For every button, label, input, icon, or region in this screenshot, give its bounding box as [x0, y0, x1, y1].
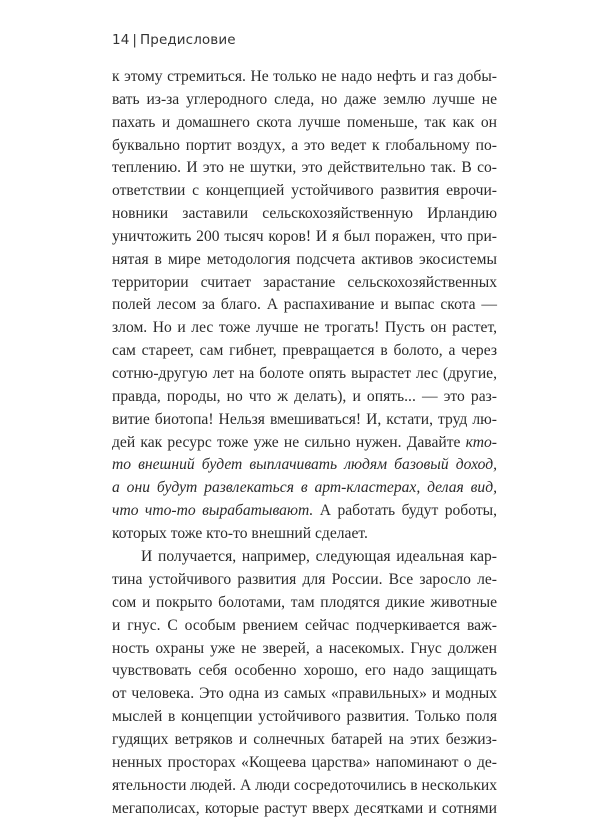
text-line: правда, породы, но что ж делать), и опять... — это раз- [112, 386, 497, 409]
text-line: ненных просторах «Кощеева царства» напоминают о де- [112, 752, 497, 775]
text-line: тина устойчивого развития для России. Все заросло ле- [112, 569, 497, 592]
text-line: ятельности людей. А люди сосредоточились в нескольких [112, 775, 497, 798]
section-title: Предисловие [140, 32, 236, 48]
text-run: А работать будут роботы, [313, 502, 497, 519]
text-line-mixed [112, 500, 497, 523]
text-line-italic [112, 477, 497, 500]
text-line: витие биотопа! Нельзя вмешиваться! И, кстати, труд лю- [112, 409, 497, 432]
page-number: 14 [112, 32, 129, 48]
text-line: гудящих ветряков и солнечных батарей на этих безжиз- [112, 729, 497, 752]
text-line: мыслей в концепции устойчивого развития. Только поля [112, 706, 497, 729]
text-line: сом и покрыто болотами, там плодятся дикие животные [112, 592, 497, 615]
text-line: вать из-за углеродного следа, но даже землю лучше не [112, 89, 497, 112]
text-line: злом. Но и лес тоже лучше не трогать! Пусть он растет, [112, 317, 497, 340]
italic-run: кто- [466, 434, 497, 451]
body-text [112, 66, 497, 820]
italic-run: то внешний будет выплачивать людям базовый доход, [112, 456, 497, 473]
text-line: сам стареет, сам гибнет, превращается в болото, а через [112, 340, 497, 363]
text-line: к этому стремиться. Не только не надо нефть и газ добы- [112, 66, 497, 89]
text-line: сотню-другую лет на болоте опять вырастет лес (другие, [112, 363, 497, 386]
text-line: территории считает зарастание сельскохозяйственных [112, 272, 497, 295]
text-run: дей как ресурс тоже уже не сильно нужен. Давайте [112, 434, 466, 451]
text-line-mixed [112, 432, 497, 455]
text-line: и гнус. С особым рвением сейчас подчеркивается важ- [112, 615, 497, 638]
italic-run: что что-то вырабатывают. [112, 502, 313, 519]
text-line: пахать и домашнего скота лучше поменьше, так как он [112, 112, 497, 135]
text-line: И получается, например, следующая идеальная кар- [112, 546, 497, 569]
paragraph-1 [112, 66, 497, 546]
text-line: буквально портит воздух, а это ведет к глобальному по- [112, 135, 497, 158]
text-line-italic [112, 454, 497, 477]
text-line: которых тоже кто-то внешний сделает. [112, 523, 497, 546]
text-line: от человека. Это одна из самых «правильных» и модных [112, 683, 497, 706]
paragraph-2 [112, 546, 497, 820]
text-line: ность охраны уже не зверей, а насекомых. Гнус должен [112, 638, 497, 661]
text-line: уничтожить 200 тысяч коров! И я был поражен, что при- [112, 226, 497, 249]
text-line: чувствовать себя особенно хорошо, его надо защищать [112, 660, 497, 683]
text-line: полей лесом за благо. А распахивание и выпас скота — [112, 294, 497, 317]
text-line: ответствии с концепцией устойчивого развития еврочи- [112, 180, 497, 203]
header-separator: | [132, 32, 137, 48]
text-line: теплению. И это не шутки, это действительно так. В со- [112, 157, 497, 180]
running-header [112, 32, 236, 48]
text-line: нятая в мире методология подсчета активов экосистемы [112, 249, 497, 272]
italic-run: а они будут развлекаться в арт-кластерах, делая вид, [112, 479, 497, 496]
text-line: мегаполисах, которые растут вверх десятками и сотнями [112, 798, 497, 820]
text-line: новники заставили сельскохозяйственную Ирландию [112, 203, 497, 226]
